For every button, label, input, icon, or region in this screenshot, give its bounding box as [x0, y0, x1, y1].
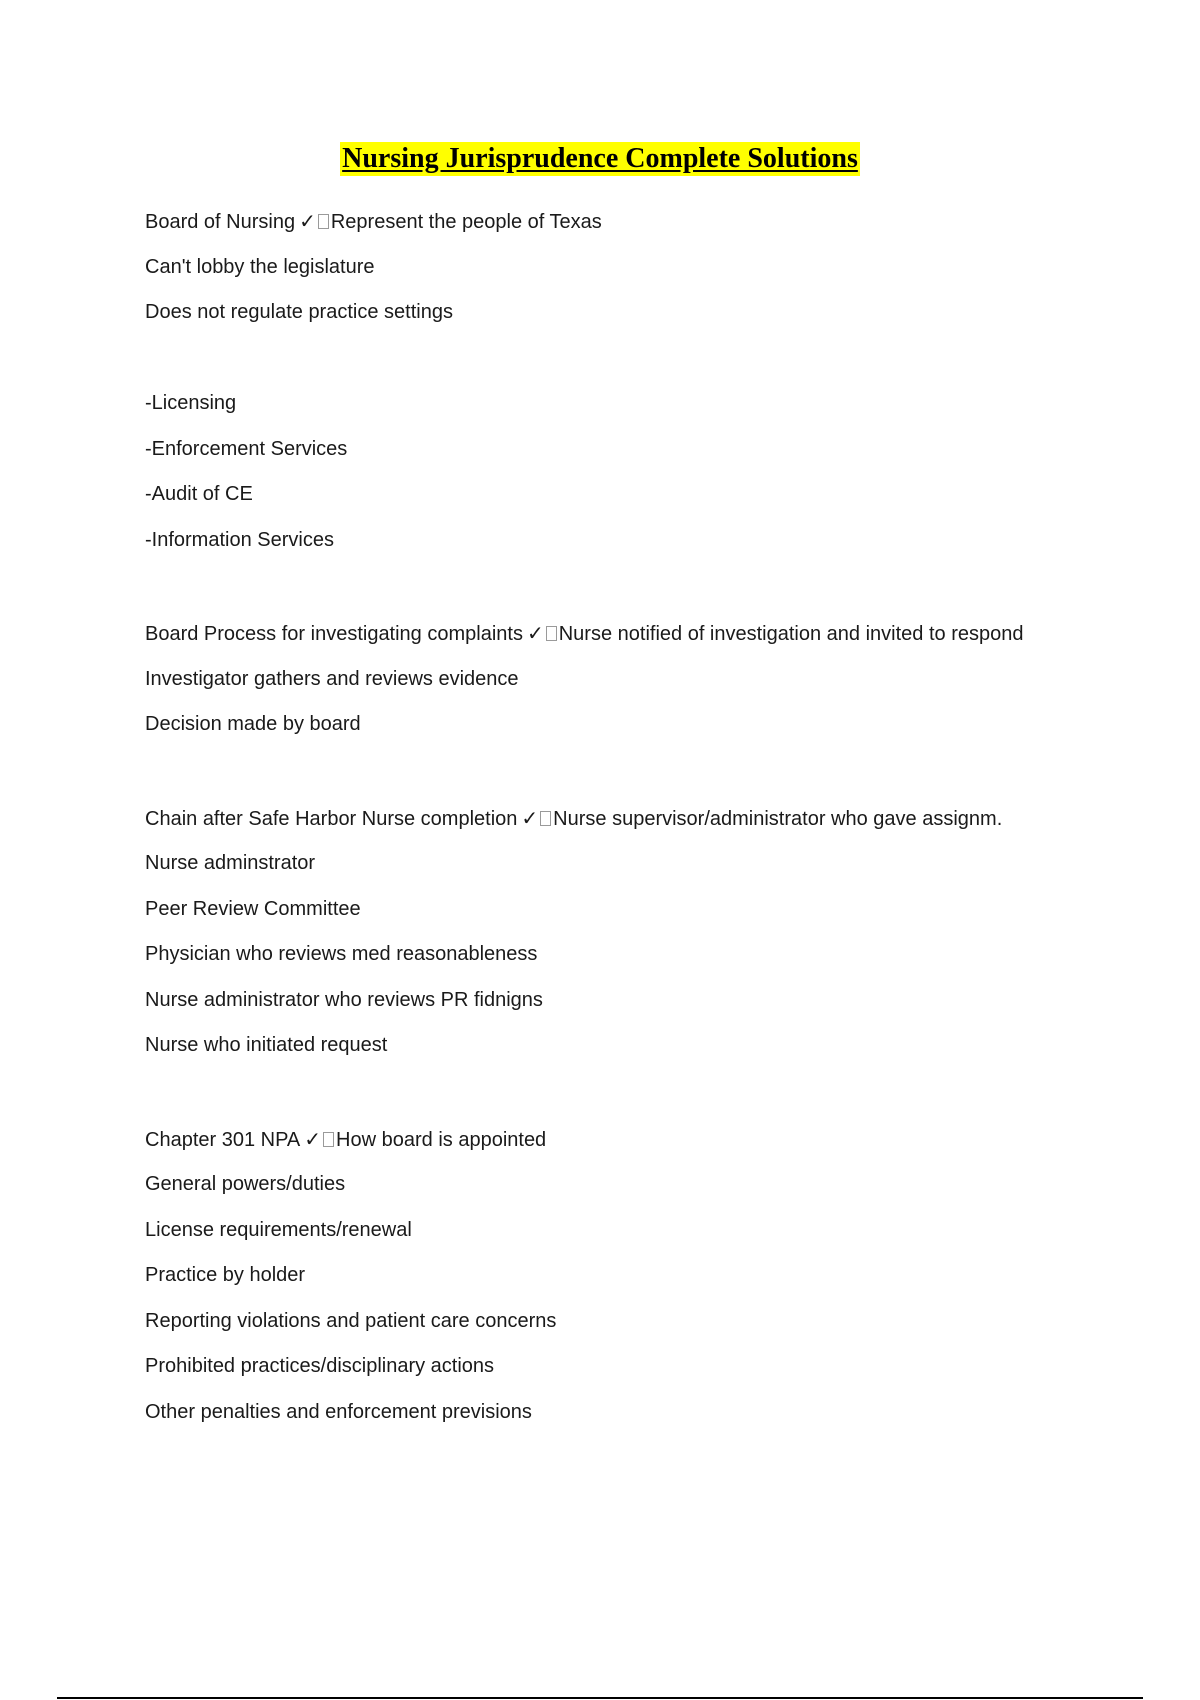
- answer-line: -Licensing: [145, 392, 237, 414]
- answer-line: Practice by holder: [145, 1264, 306, 1286]
- answer-line: Investigator gathers and reviews evidence: [145, 668, 519, 690]
- check-icon: ✓: [526, 621, 544, 645]
- box-icon: [546, 626, 557, 641]
- answer-text: Represent the people of Texas: [330, 211, 602, 233]
- check-icon: ✓: [299, 209, 316, 233]
- answer-line: General powers/duties: [145, 1173, 346, 1195]
- answer-line: Nurse adminstrator: [145, 852, 316, 874]
- answer-line: Physician who reviews med reasonableness: [145, 943, 538, 965]
- box-icon: [540, 811, 551, 826]
- answer-line: Does not regulate practice settings: [145, 301, 453, 323]
- answer-line: Prohibited practices/disciplinary actions: [145, 1355, 495, 1377]
- box-icon: [318, 214, 329, 229]
- footer-rule: [57, 1697, 1143, 1699]
- qa-line: [145, 208, 602, 235]
- answer-line: Decision made by board: [145, 713, 361, 735]
- question-text: Chapter 301 NPA: [145, 1129, 301, 1151]
- qa-line: [145, 805, 1002, 832]
- answer-text: Nurse supervisor/administrator who gave assignm.: [553, 808, 1003, 830]
- answer-line: Nurse who initiated request: [145, 1034, 388, 1056]
- answer-line: Can't lobby the legislature: [145, 256, 375, 278]
- title-wrap: [0, 142, 1200, 176]
- answer-line: Nurse administrator who reviews PR fidnigns: [145, 989, 543, 1011]
- answer-line: Reporting violations and patient care concerns: [145, 1310, 557, 1332]
- question-text: Board of Nursing: [145, 211, 296, 233]
- question-text: Chain after Safe Harbor Nurse completion: [145, 808, 518, 830]
- answer-line: Other penalties and enforcement previsions: [145, 1401, 532, 1423]
- check-icon: ✓: [304, 1127, 322, 1151]
- answer-text: How board is appointed: [336, 1129, 547, 1151]
- document-title: Nursing Jurisprudence Complete Solutions: [342, 143, 858, 174]
- answer-line: -Information Services: [145, 529, 334, 551]
- answer-text: Nurse notified of investigation and invited to respond: [558, 623, 1024, 645]
- check-icon: ✓: [521, 806, 539, 830]
- answer-line: -Audit of CE: [145, 483, 253, 505]
- qa-line: [145, 1126, 546, 1153]
- answer-line: -Enforcement Services: [145, 438, 348, 460]
- box-icon: [323, 1132, 334, 1147]
- question-text: Board Process for investigating complaints: [145, 623, 523, 645]
- qa-line: [145, 620, 1023, 647]
- answer-line: Peer Review Committee: [145, 898, 361, 920]
- answer-line: License requirements/renewal: [145, 1219, 412, 1241]
